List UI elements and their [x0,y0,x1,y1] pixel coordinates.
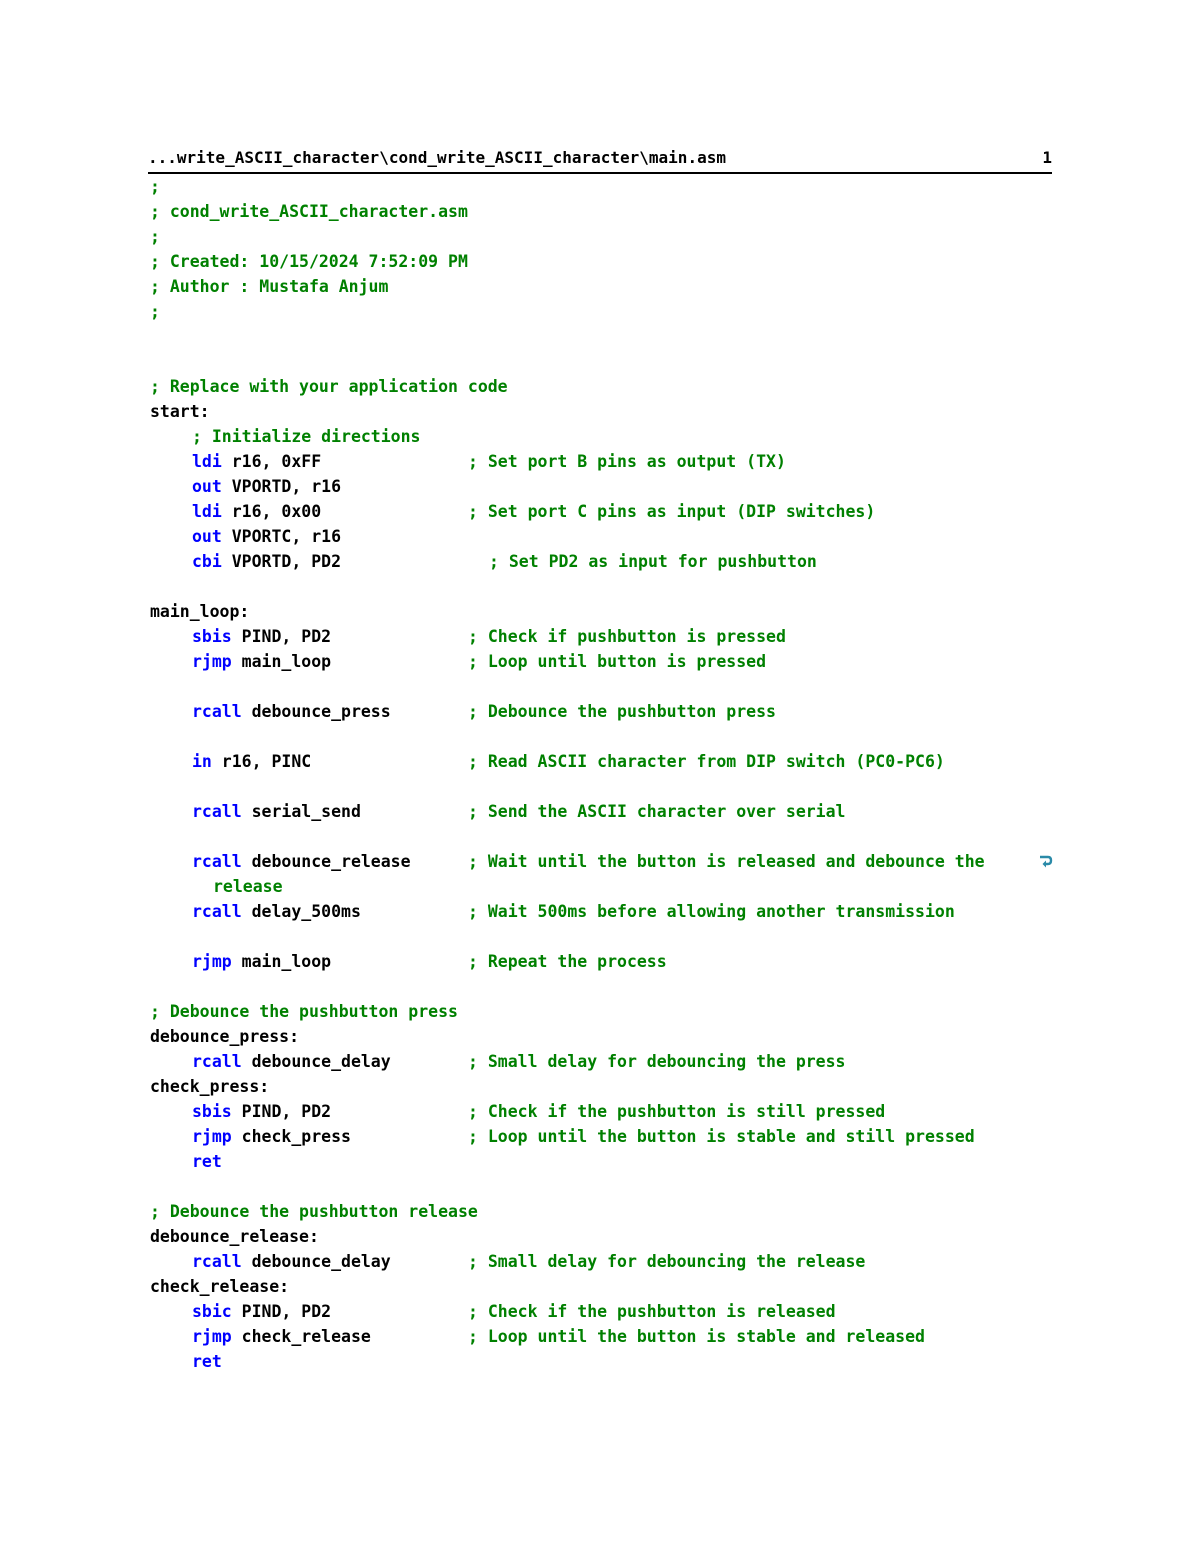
mnemonic: out [192,527,222,546]
comment: ; Created: 10/15/2024 7:52:09 PM [150,252,468,271]
comment: ; [150,177,160,196]
operands: main_loop [231,952,332,971]
operands: VPORTD, r16 [221,477,342,496]
code-line [150,874,1055,899]
instruction [192,849,411,874]
operands: r16, 0xFF [221,452,322,471]
label: check_press: [150,1077,270,1096]
comment: ; Replace with your application code [150,377,508,396]
code-listing [150,174,1055,1374]
code-line [150,1124,1055,1149]
operands: PIND, PD2 [231,1102,332,1121]
blank-line [150,349,1055,374]
operands: VPORTC, r16 [221,527,342,546]
code-line [150,1249,1055,1274]
operands: PIND, PD2 [231,627,332,646]
line-wrap-icon [1038,853,1054,869]
blank-line [150,1174,1055,1199]
label: start: [150,402,210,421]
code-line [150,274,1055,299]
comment: ; Author : Mustafa Anjum [150,277,389,296]
label: main_loop: [150,602,250,621]
comment: ; cond_write_ASCII_character.asm [150,202,468,221]
page-number: 1 [1042,148,1052,167]
blank-line [150,324,1055,349]
operands: serial_send [241,802,361,821]
comment: ; [150,302,160,321]
instruction [192,499,321,524]
operands: debounce_delay [241,1052,391,1071]
code-line [150,799,1055,824]
code-line [150,624,1055,649]
instruction [192,799,361,824]
mnemonic: ldi [192,502,222,521]
operands: r16, 0x00 [221,502,322,521]
operands: check_release [231,1327,371,1346]
instruction [192,1124,351,1149]
comment: ; Initialize directions [192,427,421,446]
comment: ; [150,227,160,246]
operands: delay_500ms [241,902,361,921]
comment: ; Debounce the pushbutton press [468,702,776,721]
code-line [150,474,1055,499]
blank-line [150,924,1055,949]
mnemonic: rcall [192,1052,242,1071]
code-line [150,399,1055,424]
mnemonic: ldi [192,452,222,471]
blank-line [150,974,1055,999]
instruction [192,699,391,724]
comment: ; Small delay for debouncing the release [468,1252,866,1271]
instruction [192,1349,222,1374]
blank-line [150,674,1055,699]
code-line [150,699,1055,724]
page-header [148,146,1052,174]
code-line [150,174,1055,199]
mnemonic: rcall [192,852,242,871]
instruction [192,949,331,974]
mnemonic: rcall [192,802,242,821]
instruction [192,524,341,549]
comment: ; Repeat the process [468,952,667,971]
mnemonic: rjmp [192,652,232,671]
mnemonic: rcall [192,702,242,721]
code-line [150,649,1055,674]
comment: ; Check if pushbutton is pressed [468,627,786,646]
code-line [150,449,1055,474]
instruction [192,449,321,474]
mnemonic: in [192,752,212,771]
code-line [150,374,1055,399]
comment: ; Wait until the button is released and debounce the [468,852,985,871]
comment: ; Check if the pushbutton is released [468,1302,836,1321]
code-line [150,1349,1055,1374]
comment: ; Send the ASCII character over serial [468,802,846,821]
mnemonic: rcall [192,1252,242,1271]
instruction [192,749,311,774]
mnemonic: ret [192,1352,222,1371]
comment: ; Set PD2 as input for pushbutton [489,552,817,571]
instruction [192,474,341,499]
mnemonic: sbis [192,627,232,646]
comment: ; Loop until button is pressed [468,652,767,671]
instruction [192,1249,391,1274]
code-line [150,949,1055,974]
operands: VPORTD, PD2 [221,552,342,571]
instruction [192,1324,371,1349]
blank-line [150,574,1055,599]
code-line [150,249,1055,274]
comment: ; Debounce the pushbutton press [150,1002,458,1021]
label: debounce_press: [150,1027,300,1046]
mnemonic: cbi [192,552,222,571]
code-line [150,999,1055,1024]
mnemonic: rcall [192,902,242,921]
code-line [150,899,1055,924]
comment: ; Set port C pins as input (DIP switches) [468,502,876,521]
comment: ; Set port B pins as output (TX) [468,452,786,471]
instruction [192,1049,391,1074]
instruction [192,1299,331,1324]
code-line [150,849,1055,874]
code-line [150,424,1055,449]
label: check_release: [150,1277,290,1296]
comment: ; Loop until the button is stable and still pressed [468,1127,975,1146]
code-line [150,1074,1055,1099]
code-line [150,199,1055,224]
label: debounce_release: [150,1227,319,1246]
code-line [150,1224,1055,1249]
mnemonic: ret [192,1152,222,1171]
code-line [150,499,1055,524]
code-line [150,599,1055,624]
mnemonic: rjmp [192,1327,232,1346]
mnemonic: sbis [192,1102,232,1121]
comment: ; Debounce the pushbutton release [150,1202,478,1221]
code-line [150,1324,1055,1349]
instruction [192,624,331,649]
code-line [150,1299,1055,1324]
operands: debounce_release [241,852,411,871]
operands: check_press [231,1127,351,1146]
instruction [192,649,331,674]
comment-continuation: release [213,877,283,896]
comment: ; Loop until the button is stable and released [468,1327,925,1346]
code-line [150,1099,1055,1124]
code-line [150,1199,1055,1224]
instruction [192,1099,331,1124]
blank-line [150,774,1055,799]
mnemonic: out [192,477,222,496]
comment: ; Small delay for debouncing the press [468,1052,846,1071]
code-line [150,1024,1055,1049]
code-line [150,1149,1055,1174]
instruction [192,899,361,924]
instruction [192,1149,222,1174]
code-line [150,1274,1055,1299]
operands: debounce_press [241,702,391,721]
operands: main_loop [231,652,332,671]
comment: ; Wait 500ms before allowing another transmission [468,902,955,921]
code-line [150,1049,1055,1074]
code-line [150,749,1055,774]
code-line [150,224,1055,249]
operands: r16, PINC [211,752,312,771]
file-path: ...write_ASCII_character\cond_write_ASCII_character\main.asm [148,148,726,167]
mnemonic: rjmp [192,952,232,971]
comment: ; Read ASCII character from DIP switch (PC0-PC6) [468,752,945,771]
comment: ; Check if the pushbutton is still pressed [468,1102,886,1121]
code-line [150,299,1055,324]
operands: PIND, PD2 [231,1302,332,1321]
instruction [192,549,341,574]
mnemonic: rjmp [192,1127,232,1146]
code-line [150,524,1055,549]
mnemonic: sbic [192,1302,232,1321]
blank-line [150,824,1055,849]
code-line [150,549,1055,574]
operands: debounce_delay [241,1252,391,1271]
blank-line [150,724,1055,749]
